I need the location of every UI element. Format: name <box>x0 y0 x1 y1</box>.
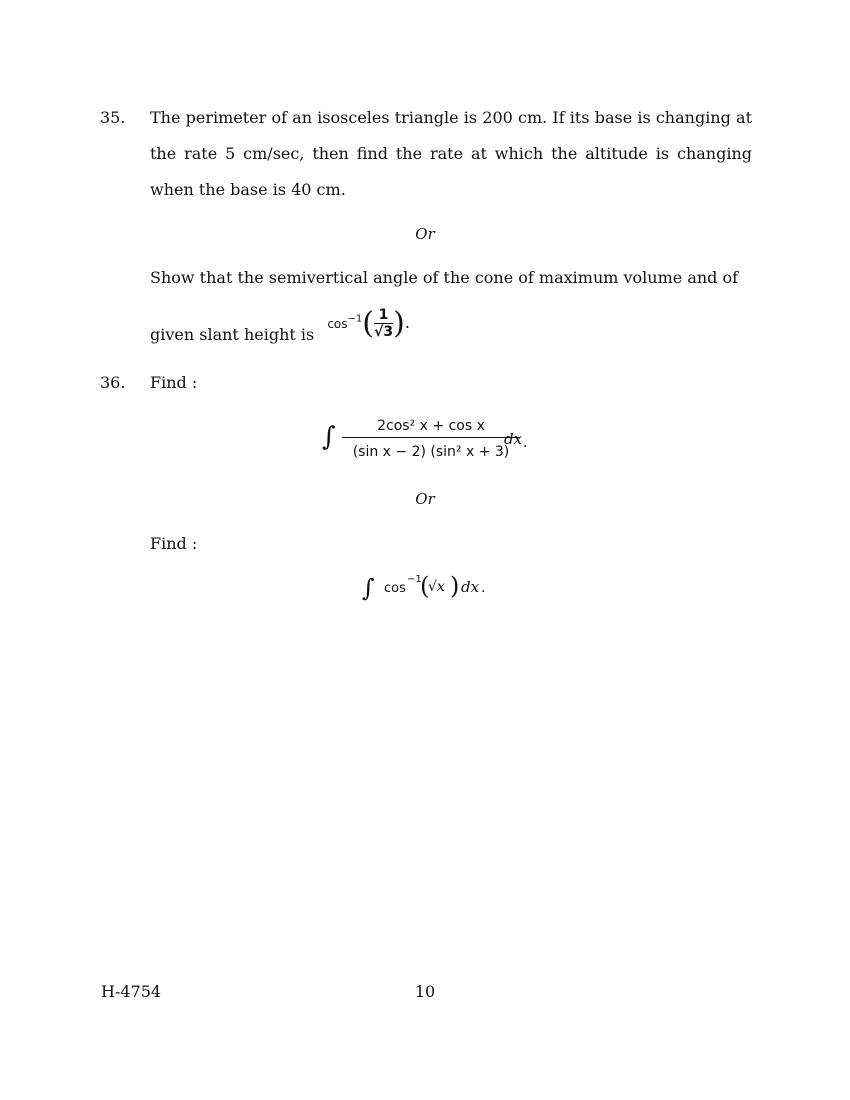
question-number-36: 36. <box>100 373 126 392</box>
page-number: 10 <box>414 982 436 1001</box>
fraction-numerator: 1 <box>378 307 389 323</box>
sentence-end: . <box>404 313 410 332</box>
cos-function: cos <box>327 317 348 331</box>
left-paren-2: ( <box>420 572 430 600</box>
integral-sign: ∫ <box>322 422 336 452</box>
question-35-text: The perimeter of an isosceles triangle is 200 cm. If its base is changing at the rate 5 cm/sec, then find the rate at which the altitude is changing when the base is 40 cm. <box>150 108 752 199</box>
integrand-denominator: (sin x − 2) (sin² x + 3) <box>352 444 510 460</box>
cos-function-2: cos <box>384 581 406 596</box>
fraction-one-over-root-three <box>374 307 393 340</box>
question-35-alt-line2-text: given slant height is <box>150 325 315 344</box>
left-paren: ( <box>362 306 374 341</box>
integrand-numerator: 2cos² x + cos x <box>342 418 520 438</box>
integral-end: . <box>523 435 528 451</box>
right-paren-2: ) <box>450 572 460 600</box>
or-separator-35: Or <box>415 225 435 243</box>
find-label-2: Find : <box>150 534 198 553</box>
differential-dx-2: dx <box>461 578 480 596</box>
integral-expression-2 <box>362 572 502 606</box>
integral-expression-1 <box>322 418 542 468</box>
paper-code: H-4754 <box>101 982 162 1001</box>
question-number-35: 35. <box>100 108 126 127</box>
or-separator-36: Or <box>415 490 435 508</box>
fraction-denominator: √3 <box>374 324 394 340</box>
question-35-alt-line2 <box>150 306 410 344</box>
integral-sign-2: ∫ <box>362 574 375 602</box>
question-35-alt-text: Show that the semivertical angle of the cone of maximum volume and of <box>150 268 739 287</box>
inverse-cos-expression <box>327 306 410 341</box>
root-x: √x <box>428 579 445 595</box>
differential-dx: dx <box>504 430 523 448</box>
inverse-superscript: −1 <box>347 313 363 325</box>
find-label-1: Find : <box>150 373 198 392</box>
inverse-superscript-2: −1 <box>407 574 422 585</box>
integral-end-2: . <box>481 580 486 596</box>
right-paren: ) <box>393 306 405 341</box>
